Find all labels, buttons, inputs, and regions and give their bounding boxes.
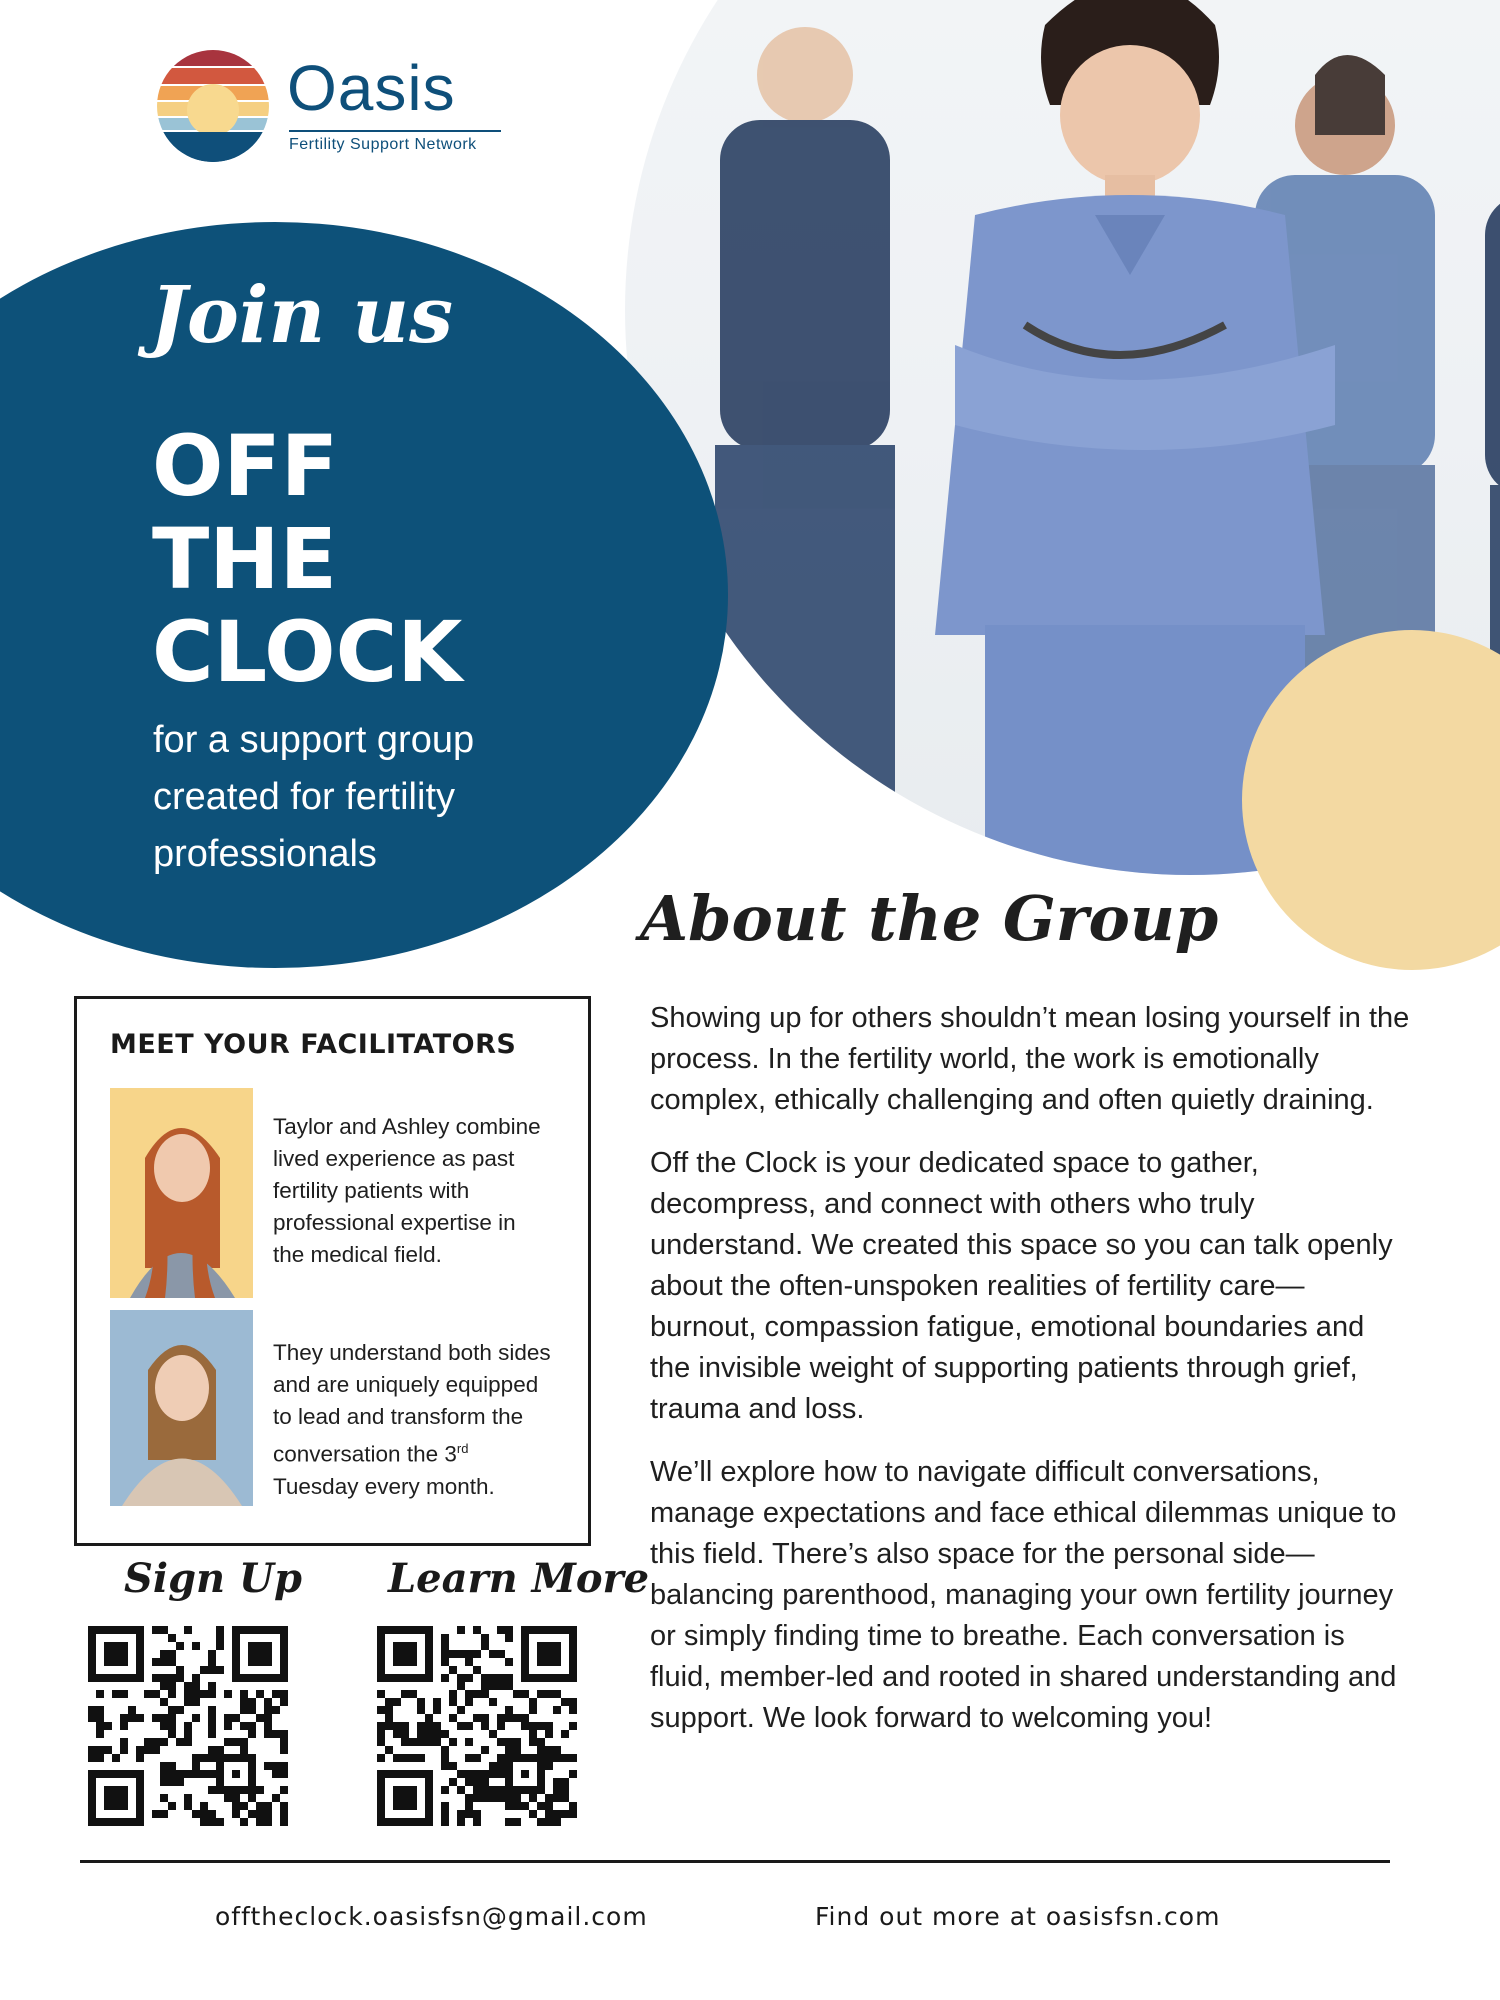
ordinal-suffix: rd bbox=[456, 1441, 469, 1456]
website-link[interactable]: Find out more at oasisfsn.com bbox=[815, 1902, 1221, 1931]
sign-up-qr-code-icon[interactable] bbox=[88, 1626, 288, 1826]
event-subtitle bbox=[153, 712, 613, 883]
title-line-2: THE bbox=[152, 510, 337, 608]
logo-tagline: Fertility Support Network bbox=[289, 136, 477, 153]
schedule-text: They understand both sides and are uniquely equipped to lead and transform the conversation the 3 bbox=[273, 1340, 551, 1467]
subtitle-line-1: for a support group bbox=[153, 719, 475, 761]
facilitators-schedule bbox=[273, 1337, 553, 1503]
facilitators-heading: MEET YOUR FACILITATORS bbox=[110, 1029, 517, 1060]
facilitators-bio: Taylor and Ashley combine lived experience as past fertility patients with professional expertise in the medical field. bbox=[273, 1114, 541, 1267]
about-heading: About the Group bbox=[640, 882, 1219, 955]
sign-up-label: Sign Up bbox=[124, 1555, 302, 1602]
learn-more-qr-code-icon[interactable] bbox=[377, 1626, 577, 1826]
title-line-3: CLOCK bbox=[152, 603, 463, 701]
subtitle-line-2: created for fertility bbox=[153, 776, 455, 818]
learn-more-label: Learn More bbox=[388, 1555, 650, 1602]
facilitators-box bbox=[74, 996, 591, 1546]
oasis-logo bbox=[155, 48, 515, 164]
schedule-text-end: Tuesday every month. bbox=[273, 1473, 495, 1499]
logo-divider bbox=[289, 130, 501, 132]
facilitator-photo-taylor bbox=[110, 1088, 253, 1298]
subtitle-line-3: professionals bbox=[153, 833, 377, 875]
facilitator-photo-ashley bbox=[110, 1310, 253, 1506]
about-paragraph-2: Off the Clock is your dedicated space to gather, decompress, and connect with others who truly understand. We created this space so you can talk openly about the often-unspoken realities of fertility care—burnout, compassion fatigue, emotional boundaries and the invisible weight of supporting patients through grief, trauma and loss. bbox=[650, 1147, 1393, 1425]
contact-email-link[interactable]: offtheclock.oasisfsn@gmail.com bbox=[215, 1902, 648, 1931]
join-us-heading: Join us bbox=[150, 270, 454, 361]
about-paragraph-3: We’ll explore how to navigate difficult conversations, manage expectations and face ethical dilemmas unique to this field. There’s also space for the personal side—balancing parenthood, managing your own fertility journey or simply finding time to breathe. Each conversation is fluid, member-led and rooted in shared understanding and support. We look forward to welcoming you! bbox=[650, 1456, 1397, 1734]
footer-divider bbox=[80, 1860, 1390, 1863]
logo-name: Oasis bbox=[287, 52, 456, 124]
event-title bbox=[152, 417, 602, 701]
sunset-logo-icon bbox=[155, 48, 271, 164]
title-line-1: OFF bbox=[152, 417, 339, 515]
about-paragraph-1: Showing up for others shouldn’t mean losing yourself in the process. In the fertility world, the work is emotionally complex, ethically challenging and often quietly draining. bbox=[650, 1002, 1410, 1116]
about-body bbox=[650, 998, 1410, 1761]
